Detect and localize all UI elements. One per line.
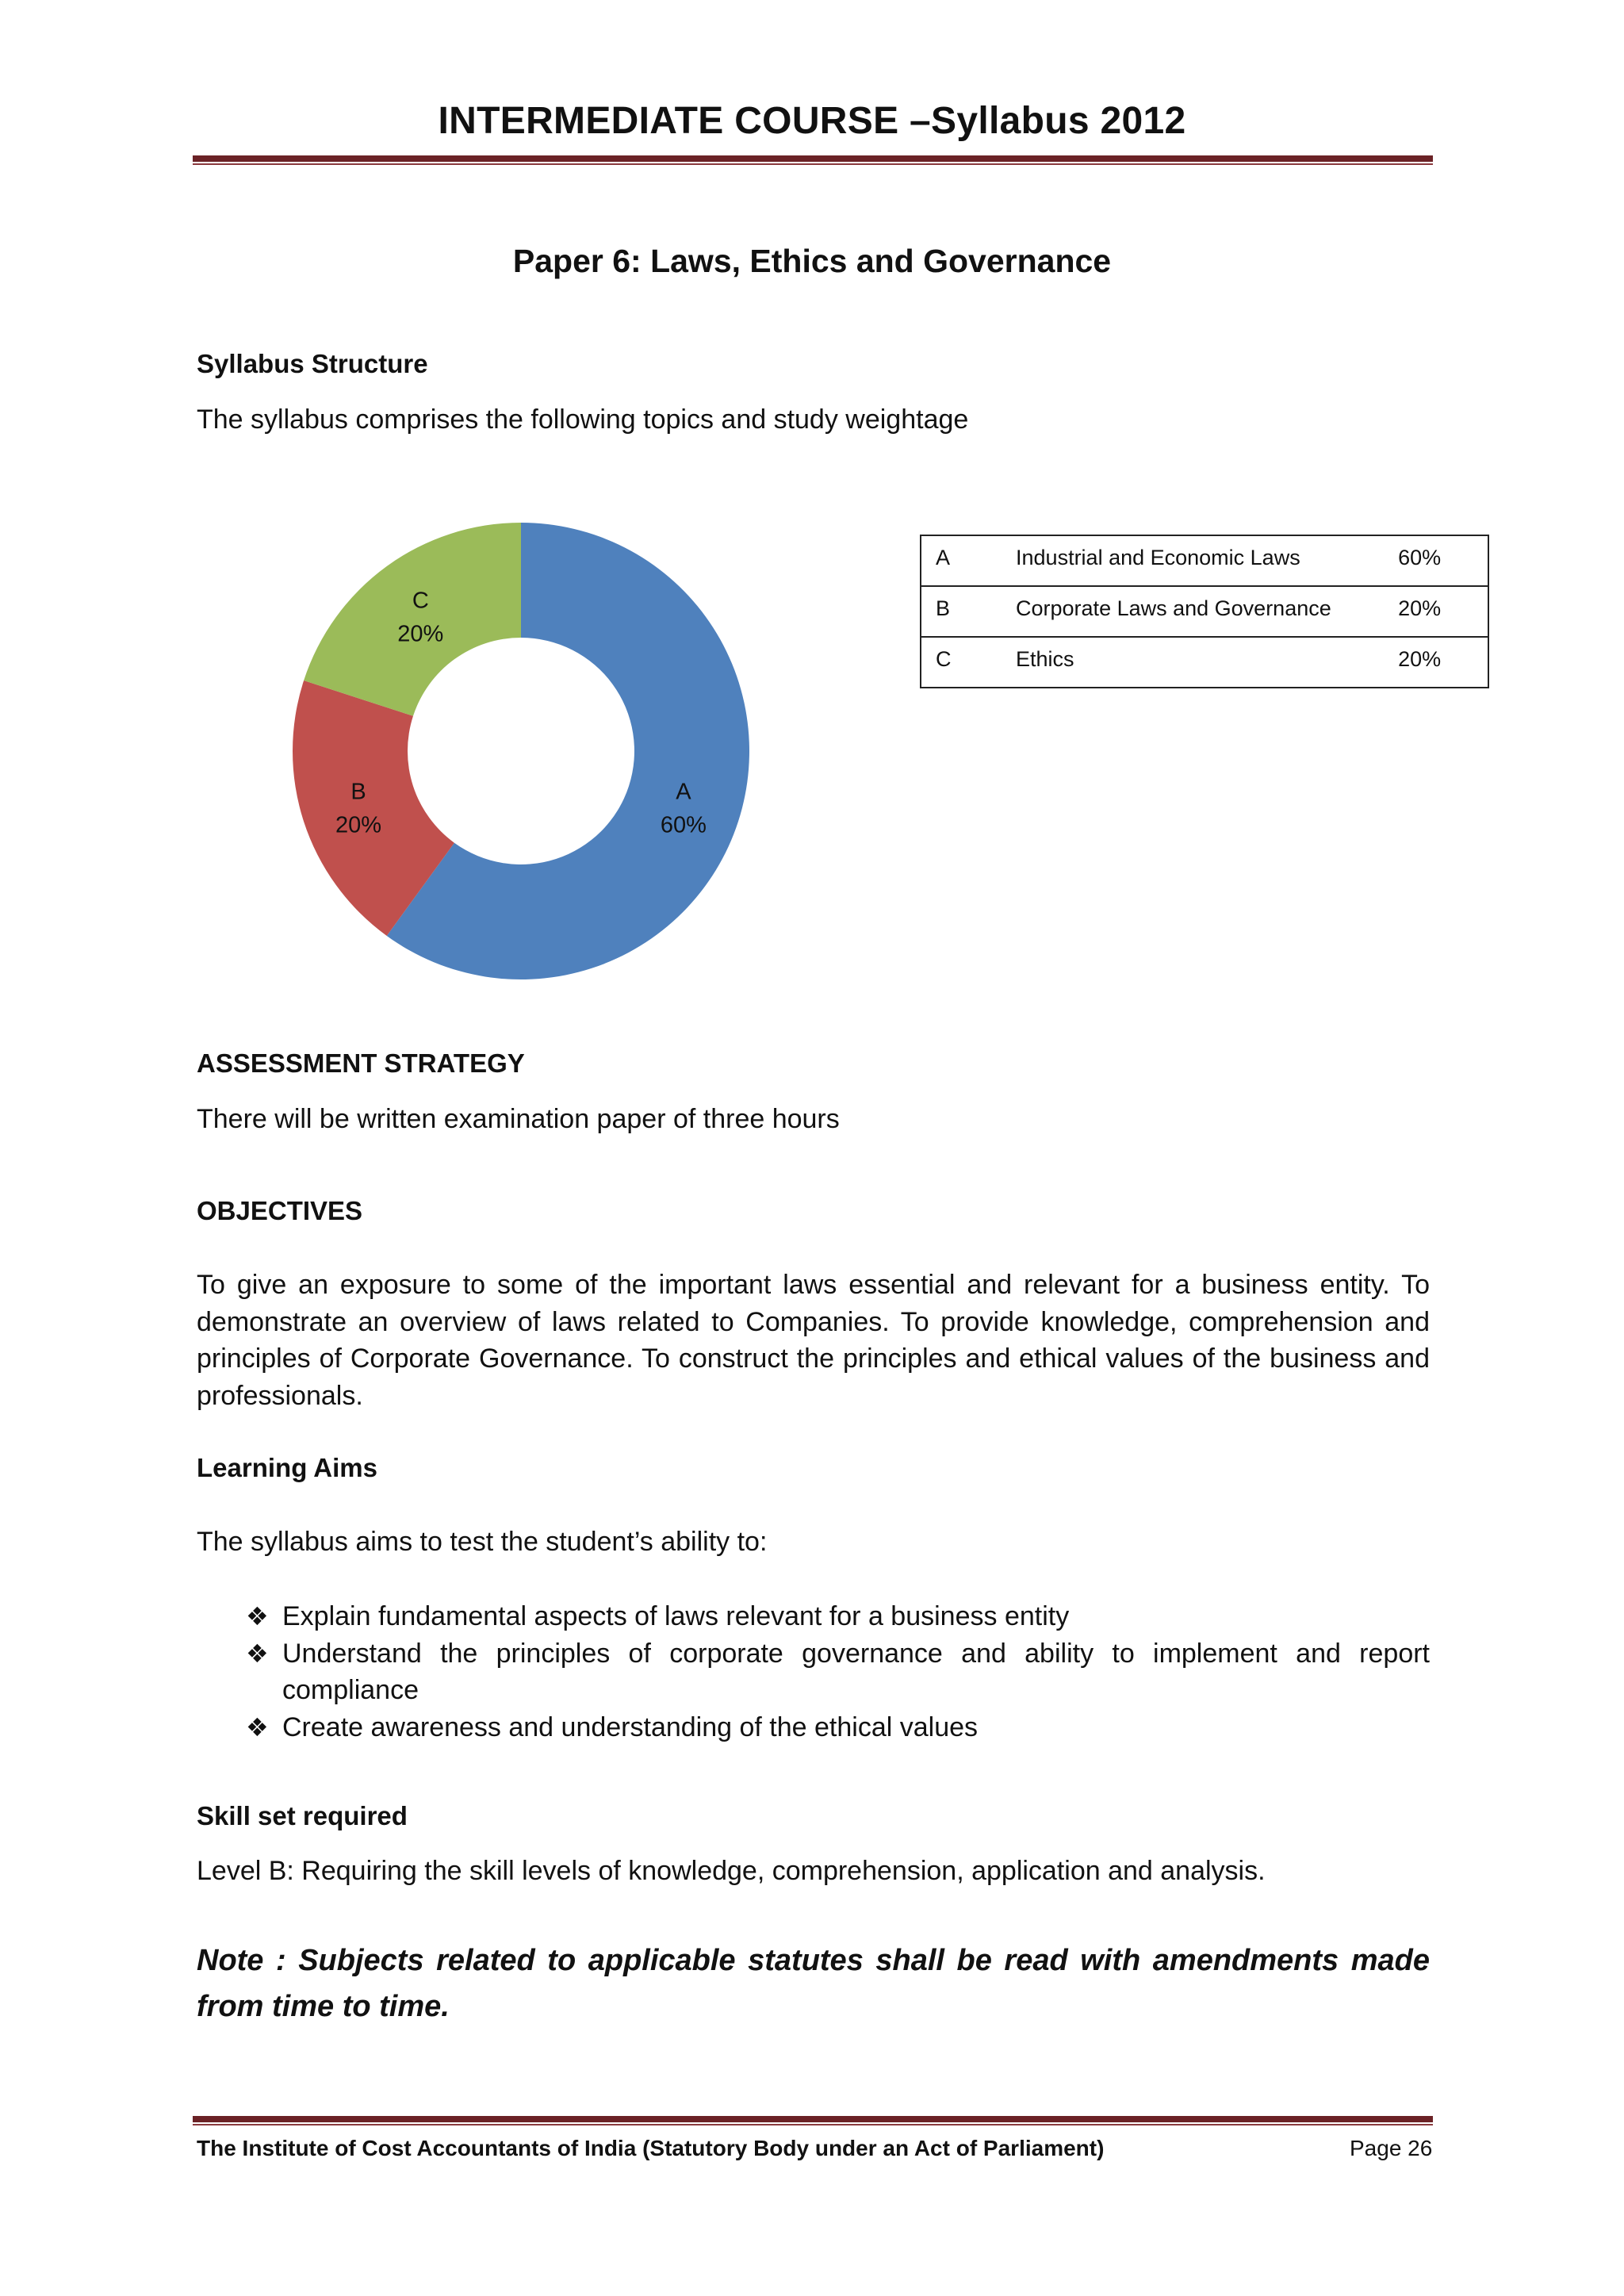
- donut-slice-c: [304, 523, 521, 716]
- page-header-title: INTERMEDIATE COURSE –Syllabus 2012: [438, 100, 1186, 142]
- syllabus-structure-intro: The syllabus comprises the following topics and study weightage: [197, 404, 969, 435]
- weightage-row: [921, 637, 1488, 688]
- donut-slice-label: C: [412, 588, 429, 614]
- syllabus-structure-heading: Syllabus Structure: [197, 349, 428, 378]
- weightage-topic-cell: Corporate Laws and Governance: [1016, 586, 1398, 637]
- donut-slice-label: A: [676, 779, 691, 805]
- footer-rule-thin: [193, 2124, 1433, 2125]
- diamond-bullet-icon: ❖: [246, 1712, 269, 1742]
- learning-aim-item: ❖ Create awareness and understanding of the ethical values: [246, 1709, 1430, 1746]
- donut-slice-label: B: [350, 779, 366, 805]
- learning-aims-heading: Learning Aims: [197, 1453, 377, 1482]
- weightage-row: [921, 586, 1488, 637]
- header-rule: [193, 155, 1433, 162]
- weightage-code-cell: C: [921, 637, 1016, 688]
- weightage-donut-chart: [262, 492, 785, 999]
- weightage-percent-cell: 20%: [1398, 637, 1488, 688]
- footer-page-number: Page 26: [1350, 2136, 1433, 2160]
- weightage-topic-cell: Industrial and Economic Laws: [1016, 535, 1398, 586]
- paper-title: Paper 6: Laws, Ethics and Governance: [512, 243, 1112, 279]
- assessment-heading: ASSESSMENT STRATEGY: [197, 1048, 525, 1078]
- objectives-text: To give an exposure to some of the important laws essential and relevant for a business entity. To demonstrate an overview of laws related to Companies. To provide knowledge, comprehension and principles of Corporate Governance. To construct the principles and ethical values of the business and professionals.: [197, 1270, 1430, 1411]
- learning-aims-list: [246, 1598, 1430, 1746]
- donut-slice-value-label: 60%: [660, 812, 707, 838]
- weightage-percent-cell: 60%: [1398, 535, 1488, 586]
- learning-aim-item: ❖ Understand the principles of corporate governance and ability to implement and report compliance: [246, 1635, 1430, 1709]
- learning-aims-intro: The syllabus aims to test the student’s ability to:: [197, 1527, 768, 1557]
- weightage-table: [920, 535, 1489, 688]
- skill-set-text: Level B: Requiring the skill levels of knowledge, comprehension, application and analysis.: [197, 1856, 1266, 1886]
- learning-aim-item: ❖ Explain fundamental aspects of laws relevant for a business entity: [246, 1598, 1430, 1635]
- donut-slice-value-label: 20%: [397, 621, 444, 647]
- assessment-text: There will be written examination paper of three hours: [197, 1104, 840, 1134]
- weightage-code-cell: B: [921, 586, 1016, 637]
- diamond-bullet-icon: ❖: [246, 1602, 269, 1631]
- weightage-row: [921, 535, 1488, 586]
- footer-rule: [193, 2116, 1433, 2122]
- weightage-percent-cell: 20%: [1398, 586, 1488, 637]
- weightage-code-cell: A: [921, 535, 1016, 586]
- footer-institute: The Institute of Cost Accountants of India (Statutory Body under an Act of Parliament): [197, 2136, 1105, 2160]
- amendments-note: Note : Subjects related to applicable statutes shall be read with amendments made from time to time.: [197, 1944, 1430, 2023]
- diamond-bullet-icon: ❖: [246, 1639, 269, 1668]
- objectives-heading: OBJECTIVES: [197, 1196, 363, 1225]
- skill-set-heading: Skill set required: [197, 1801, 408, 1830]
- header-rule-thin: [193, 163, 1433, 165]
- donut-slice-value-label: 20%: [335, 812, 382, 838]
- weightage-topic-cell: Ethics: [1016, 637, 1398, 688]
